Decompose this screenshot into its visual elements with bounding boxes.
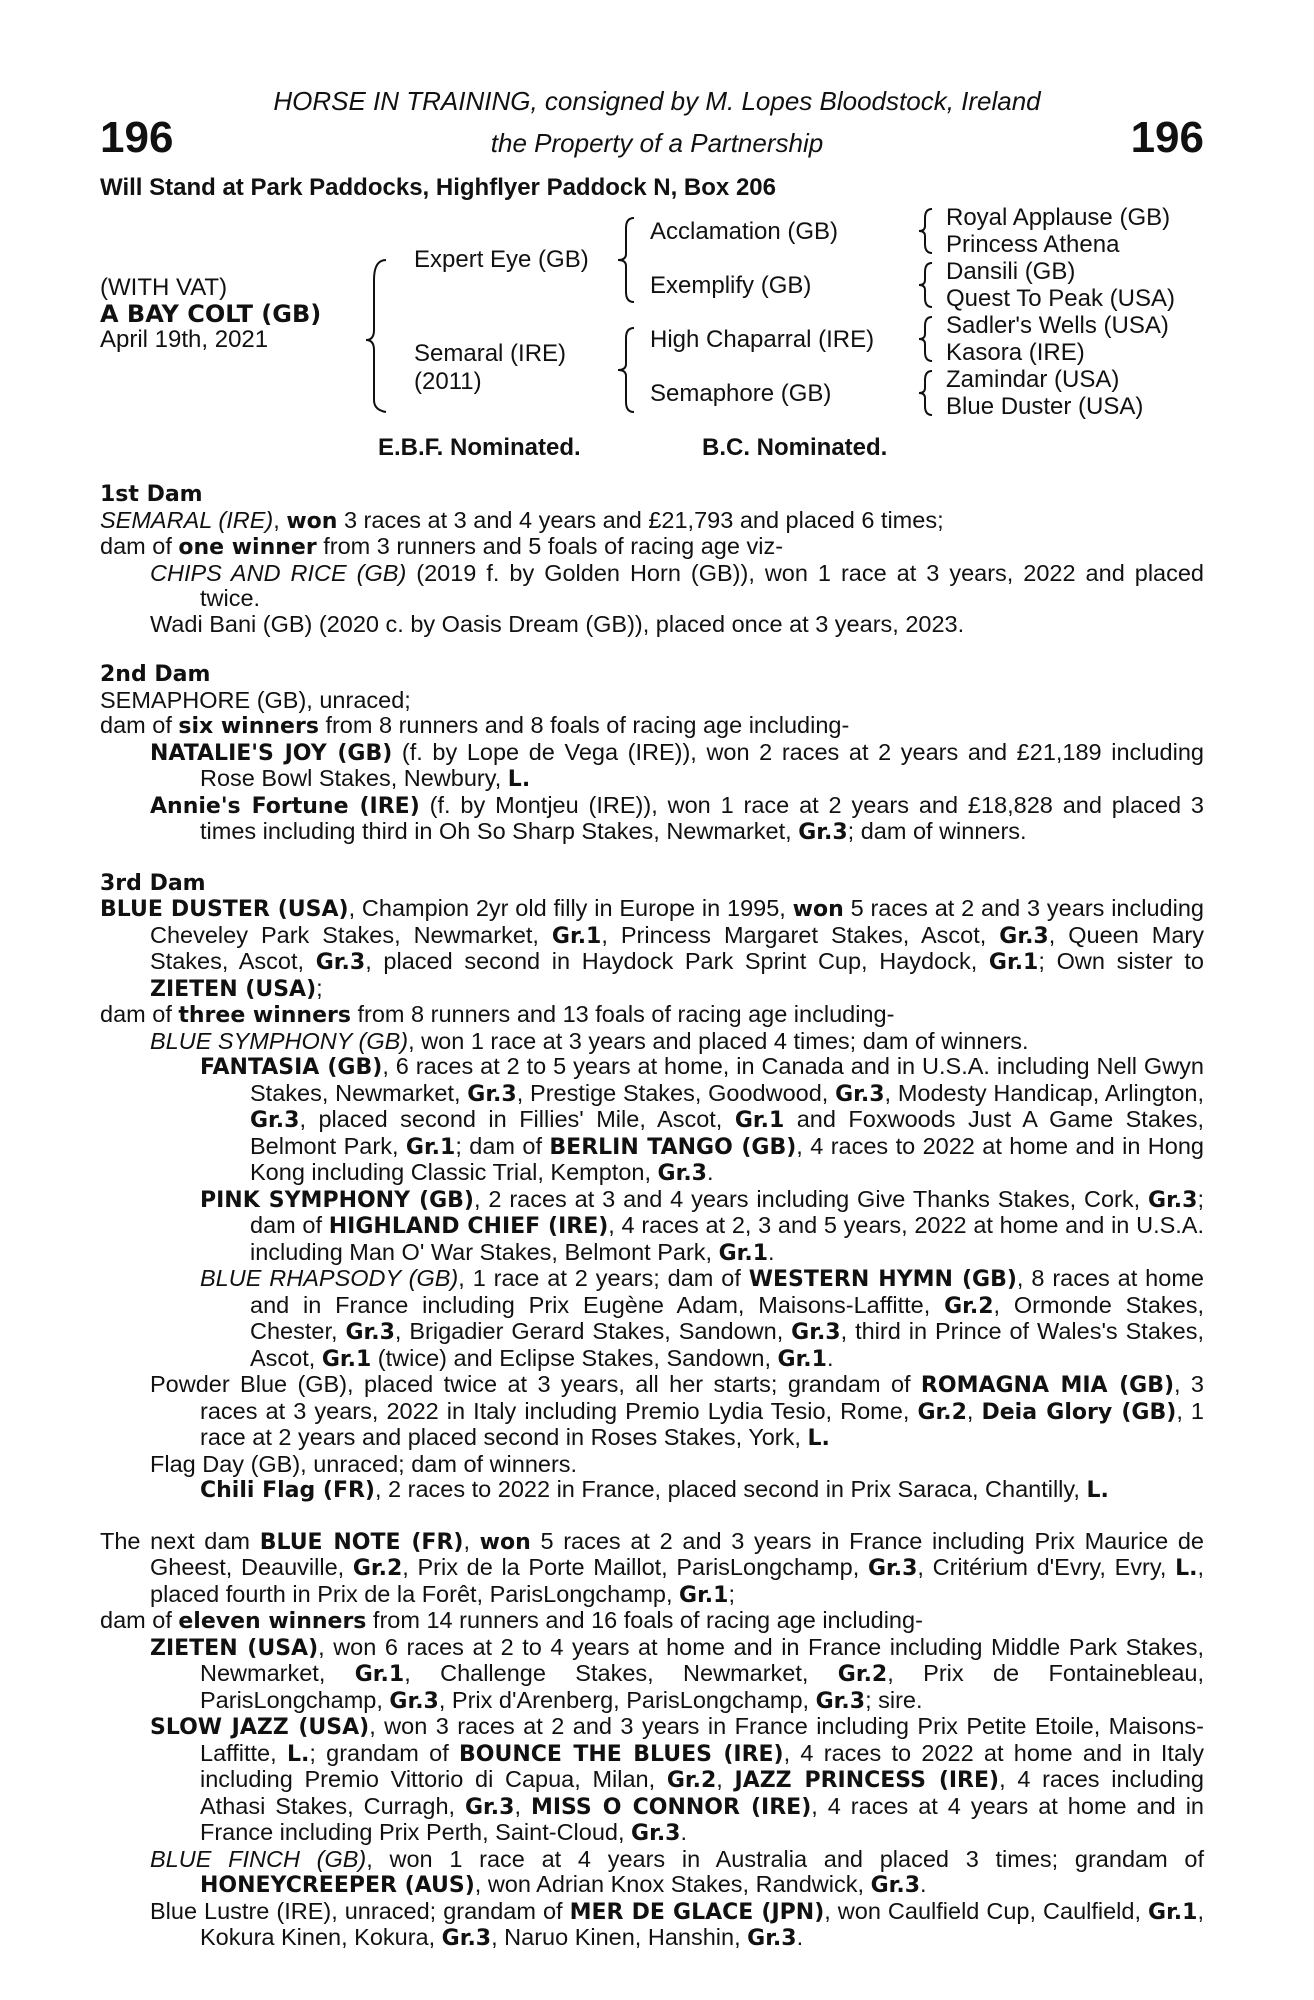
text-run: ; sire. xyxy=(865,1686,923,1713)
dam-year: (2011) xyxy=(414,368,482,395)
text-run: (twice) and Eclipse Stakes, Sandown, xyxy=(371,1344,778,1371)
bold-text: L. xyxy=(507,767,531,792)
bold-text: Gr.1 xyxy=(1148,1899,1198,1925)
sire-dam: Exemplify (GB) xyxy=(650,272,812,299)
pedigree-paragraph xyxy=(100,688,1204,714)
bold-text: Chili Flag (FR) xyxy=(200,1478,375,1503)
text-run: , placed second in Fillies' Mile, Ascot, xyxy=(299,1106,735,1132)
ancestor-2: Princess Athena xyxy=(946,231,1120,258)
dam-section xyxy=(100,1529,1204,1952)
horse-name: A BAY COLT (GB) xyxy=(100,300,322,328)
text-run: , Challenge Stakes, Newmarket, xyxy=(404,1660,838,1686)
text-run: ; dam of winners. xyxy=(847,818,1027,844)
foaling-date: April 19th, 2021 xyxy=(100,326,269,353)
pedigree-paragraph xyxy=(100,1029,1204,1055)
bold-text: JAZZ PRINCESS (IRE) xyxy=(734,1768,1000,1793)
bold-text: three winners xyxy=(178,1003,351,1028)
text-run: , Critérium d'Evry, Evry, xyxy=(917,1554,1176,1580)
text-run: (f. by Lope de Vega (IRE)), won 2 races at 2 years and £21,189 including Rose Bowl Stakes, Newbury, xyxy=(200,738,1204,791)
dam-dam: Semaphore (GB) xyxy=(650,380,832,407)
dam-section xyxy=(100,662,1204,846)
text-run: , 4 races to 2022 at home and in Italy including Premio Vittorio di Capua, Milan, xyxy=(200,1739,1205,1792)
pedigree-paragraph xyxy=(100,612,1204,638)
text-run: , xyxy=(463,1527,480,1554)
bold-text: Deia Glory (GB) xyxy=(981,1399,1177,1425)
text-run: (f. by Montjeu (IRE)), won 1 race at 2 years and £18,828 and placed 3 times including third in Oh So Sharp Stakes, Newmarket, xyxy=(200,791,1204,844)
text-run: , 4 races including Athasi Stakes, Curragh, xyxy=(200,1766,1205,1819)
text-run: from 8 runners and 8 foals of racing age including- xyxy=(318,712,850,738)
text-run: . xyxy=(920,1871,927,1897)
text-run: ; Own sister to xyxy=(1038,948,1204,974)
ancestor-6: Kasora (IRE) xyxy=(946,339,1085,366)
bold-text: Gr.3 xyxy=(631,1821,681,1846)
text-run: dam of xyxy=(100,712,179,738)
stand-info: Will Stand at Park Paddocks, Highflyer Paddock N, Box 206 xyxy=(100,174,776,201)
pedigree-paragraph xyxy=(100,1847,1204,1899)
bold-text: Gr.3 xyxy=(798,820,848,845)
text-run: . xyxy=(796,1924,804,1950)
text-run: , won 1 race at 4 years in Australia and placed 3 times; grandam of xyxy=(366,1845,1204,1872)
text-run: , 2 races to 2022 in France, placed second in Prix Saraca, Chantilly, xyxy=(375,1476,1087,1502)
bold-text: ZIETEN (USA) xyxy=(150,1635,319,1661)
ancestor-4: Quest To Peak (USA) xyxy=(946,285,1175,312)
section-title: 3rd Dam xyxy=(100,870,206,896)
text-run: , 6 races at 2 to 5 years at home, in Canada and in U.S.A. including Nell Gwyn Stakes, Newmarket, xyxy=(250,1053,1204,1106)
text-run: , 4 races at 2, 3 and 5 years, 2022 at home and in U.S.A. including Man O' War Stakes, Belmont Park, xyxy=(250,1212,1204,1265)
bold-text: L. xyxy=(807,1426,830,1451)
pedigree-brace-sire xyxy=(612,212,642,312)
text-run: , Prix de la Porte Maillot, ParisLongchamp, xyxy=(402,1554,868,1580)
bold-text: Gr.1 xyxy=(988,950,1039,975)
property-line: the Property of a Partnership xyxy=(490,128,824,158)
pedigree-paragraph xyxy=(100,534,1204,561)
text-run: , xyxy=(514,1792,531,1819)
bold-text: ZIETEN (USA) xyxy=(150,976,317,1002)
text-run: , placed fourth in Prix de la Forêt, ParisLongchamp, xyxy=(150,1554,1204,1607)
text-run: , Modesty Handicap, Arlington, xyxy=(884,1079,1204,1106)
text-run: ; dam of xyxy=(455,1132,550,1159)
italic-text: BLUE FINCH (GB) xyxy=(150,1845,367,1872)
text-run: . xyxy=(680,1819,688,1845)
text-run: , xyxy=(273,506,287,533)
text-run: 5 races at 2 and 3 years in France including Prix Maurice de Gheest, Deauville, xyxy=(150,1527,1204,1580)
text-run: from 14 runners and 16 foals of racing age including- xyxy=(366,1607,923,1633)
pedigree-brace-g1 xyxy=(912,204,942,262)
bold-text: Gr.2 xyxy=(837,1662,888,1687)
text-run: , placed second in Haydock Park Sprint Cup, Haydock, xyxy=(365,948,989,974)
text-run: The next dam xyxy=(100,1527,260,1554)
text-run: , won Caulfield Cup, Caulfield, xyxy=(824,1897,1149,1924)
bold-text: Gr.3 xyxy=(657,1161,707,1186)
bold-text: SLOW JAZZ (USA) xyxy=(150,1715,370,1740)
bold-text: six winners xyxy=(178,714,319,739)
pedigree-paragraph xyxy=(100,1477,1204,1504)
pedigree-paragraph xyxy=(100,896,1204,1002)
bold-text: BLUE DUSTER (USA) xyxy=(100,897,349,922)
text-run: , 4 races at 4 years at home and in France including Prix Perth, Saint-Cloud, xyxy=(200,1792,1205,1845)
bold-text: Gr.1 xyxy=(321,1346,372,1372)
bold-text: Gr.3 xyxy=(250,1108,300,1133)
dam-section xyxy=(100,482,1204,637)
text-run: dam of xyxy=(100,533,179,559)
pedigree-paragraph xyxy=(100,1529,1204,1609)
text-run: , third in Prince of Wales's Stakes, Ascot, xyxy=(250,1318,1204,1371)
bold-text: Gr.1 xyxy=(718,1240,769,1266)
text-run: from 8 runners and 13 foals of racing age including- xyxy=(350,1001,895,1027)
bold-text: WESTERN HYMN (GB) xyxy=(748,1267,1017,1292)
text-run: , xyxy=(966,1397,982,1424)
text-run: dam of xyxy=(100,1607,179,1633)
text-run: , Prix d'Arenberg, ParisLongchamp, xyxy=(438,1686,816,1713)
bold-text: FANTASIA (GB) xyxy=(200,1055,383,1080)
ancestor-5: Sadler's Wells (USA) xyxy=(946,312,1169,339)
bold-text: Gr.2 xyxy=(944,1293,994,1319)
text-run: Powder Blue (GB), placed twice at 3 years, all her starts; grandam of xyxy=(150,1371,921,1397)
bold-text: Annie's Fortune (IRE) xyxy=(150,793,420,819)
text-run: , xyxy=(716,1766,735,1792)
pedigree-brace-g2 xyxy=(912,258,942,316)
sire: Expert Eye (GB) xyxy=(414,246,589,273)
italic-text: SEMARAL (IRE) xyxy=(100,506,274,533)
sire-sire: Acclamation (GB) xyxy=(650,218,839,245)
text-run: , Princess Margaret Stakes, Ascot, xyxy=(601,921,1000,948)
bold-text: Gr.1 xyxy=(679,1582,729,1608)
bold-text: MISS O CONNOR (IRE) xyxy=(530,1794,812,1820)
bold-text: ROMAGNA MIA (GB) xyxy=(920,1373,1175,1398)
bold-text: Gr.3 xyxy=(315,950,366,975)
bold-text: L. xyxy=(1086,1478,1109,1503)
pedigree-paragraph xyxy=(100,561,1204,612)
pedigree-brace-g4 xyxy=(912,366,942,424)
bold-text: Gr.3 xyxy=(999,923,1049,949)
pedigree-brace-g3 xyxy=(912,312,942,370)
consignor-line: HORSE IN TRAINING, consigned by M. Lopes Bloodstock, Ireland xyxy=(273,86,1041,116)
text-run: SEMAPHORE (GB), unraced; xyxy=(100,686,411,713)
bold-text: Gr.2 xyxy=(917,1399,967,1425)
bold-text: PINK SYMPHONY (GB) xyxy=(200,1187,474,1213)
bold-text: Gr.3 xyxy=(747,1926,797,1951)
bold-text: won xyxy=(286,508,338,534)
text-run: , won 1 race at 3 years and placed 4 times; dam of winners. xyxy=(408,1027,1029,1054)
italic-text: CHIPS AND RICE (GB) xyxy=(150,559,407,586)
pedigree-paragraph xyxy=(100,1054,1204,1187)
ebf-nomination: E.B.F. Nominated. xyxy=(378,434,581,461)
catalogue-body xyxy=(100,482,1204,1952)
text-run: Wadi Bani (GB) (2020 c. by Oasis Dream (GB)), placed once at 3 years, 2023. xyxy=(150,610,965,637)
pedigree-paragraph xyxy=(100,740,1204,793)
bold-text: BLUE NOTE (FR) xyxy=(259,1529,464,1555)
bold-text: one winner xyxy=(178,535,317,560)
text-run: 5 races at 2 and 3 years including Cheveley Park Stakes, Newmarket, xyxy=(150,895,1204,948)
text-run: , Prestige Stakes, Goodwood, xyxy=(516,1079,836,1106)
pedigree-paragraph xyxy=(100,508,1204,535)
bold-text: Gr.3 xyxy=(467,1081,517,1107)
bold-text: Gr.3 xyxy=(791,1320,841,1345)
bold-text: BOUNCE THE BLUES (IRE) xyxy=(459,1741,784,1767)
pedigree-brace-main xyxy=(360,240,420,420)
text-run: , Champion 2yr old filly in Europe in 1995, xyxy=(348,895,793,921)
bold-text: HONEYCREEPER (AUS) xyxy=(200,1873,475,1898)
text-run: 3 races at 3 and 4 years and £21,793 and placed 6 times; xyxy=(337,506,944,533)
text-run: ; xyxy=(728,1580,735,1607)
pedigree-paragraph xyxy=(100,1452,1204,1478)
bold-text: Gr.2 xyxy=(352,1556,403,1581)
pedigree-paragraph xyxy=(100,793,1204,846)
italic-text: BLUE RHAPSODY (GB) xyxy=(200,1265,459,1291)
bold-text: NATALIE'S JOY (GB) xyxy=(150,740,393,766)
text-run: , Kokura Kinen, Kokura, xyxy=(200,1897,1204,1950)
dam-sire: High Chaparral (IRE) xyxy=(650,326,875,353)
lot-number-right: 196 xyxy=(1130,113,1204,162)
text-run: (2019 f. by Golden Horn (GB)), won 1 race at 3 years, 2022 and placed twice. xyxy=(200,559,1205,611)
lot-number-left: 196 xyxy=(100,113,174,162)
bold-text: Gr.3 xyxy=(441,1926,492,1951)
text-run: Flag Day (GB), unraced; dam of winners. xyxy=(150,1450,578,1477)
vat-note: (WITH VAT) xyxy=(100,274,228,301)
bold-text: Gr.1 xyxy=(734,1108,785,1133)
text-run: ; xyxy=(316,974,323,1001)
section-title: 2nd Dam xyxy=(100,662,211,687)
text-run: . xyxy=(826,1344,834,1371)
text-run: , 2 races at 3 and 4 years including Give Thanks Stakes, Cork, xyxy=(473,1185,1149,1212)
bold-text: Gr.3 xyxy=(867,1556,918,1581)
bold-text: Gr.1 xyxy=(354,1662,405,1687)
text-run: , 3 races at 3 years, 2022 in Italy including Premio Lydia Tesio, Rome, xyxy=(200,1371,1204,1424)
pedigree-paragraph xyxy=(100,1187,1204,1267)
pedigree-paragraph xyxy=(100,1372,1204,1452)
text-run: , Prix de Fontainebleau, ParisLongchamp, xyxy=(200,1660,1204,1713)
text-run: , won Adrian Knox Stakes, Randwick, xyxy=(474,1871,871,1897)
bold-text: won xyxy=(479,1529,531,1555)
bold-text: Gr.3 xyxy=(870,1873,920,1898)
bold-text: Gr.3 xyxy=(1148,1187,1198,1213)
bold-text: Gr.3 xyxy=(389,1688,439,1714)
text-run: ; dam of xyxy=(250,1185,1204,1238)
section-gap xyxy=(100,637,1204,662)
text-run: , won 6 races at 2 to 4 years at home and in France including Middle Park Stakes, Newmarket, xyxy=(200,1633,1205,1686)
bc-nomination: B.C. Nominated. xyxy=(702,434,888,461)
bold-text: HIGHLAND CHIEF (IRE) xyxy=(328,1214,609,1239)
pedigree-paragraph xyxy=(100,713,1204,740)
ancestor-8: Blue Duster (USA) xyxy=(946,393,1144,420)
text-run: dam of xyxy=(100,1001,179,1027)
section-title: 1st Dam xyxy=(100,482,203,507)
pedigree-paragraph xyxy=(100,1266,1204,1372)
dam-section xyxy=(100,871,1204,1504)
bold-text: Gr.2 xyxy=(666,1768,717,1793)
pedigree-brace-dam xyxy=(612,322,642,422)
pedigree-paragraph xyxy=(100,1002,1204,1029)
text-run: , won 3 races at 2 and 3 years in France including Prix Petite Etoile, Maisons-Laffitte, xyxy=(200,1713,1205,1766)
text-run: from 3 runners and 5 foals of racing age viz- xyxy=(316,533,784,559)
bold-text: eleven winners xyxy=(178,1609,367,1634)
bold-text: won xyxy=(792,897,844,922)
ancestor-1: Royal Applause (GB) xyxy=(946,204,1171,231)
bold-text: MER DE GLACE (JPN) xyxy=(569,1899,825,1925)
text-run: . xyxy=(706,1159,714,1185)
text-run: , 1 race at 2 years; dam of xyxy=(458,1265,749,1291)
bold-text: Gr.3 xyxy=(345,1320,395,1345)
text-run: and Foxwoods Just A Game Stakes, Belmont Park, xyxy=(250,1106,1204,1159)
pedigree-paragraph xyxy=(100,1608,1204,1635)
text-run: , Brigadier Gerard Stakes, Sandown, xyxy=(394,1318,792,1344)
bold-text: BERLIN TANGO (GB) xyxy=(549,1134,797,1160)
italic-text: BLUE SYMPHONY (GB) xyxy=(150,1027,409,1054)
text-run: , Ormonde Stakes, Chester, xyxy=(250,1291,1204,1344)
pedigree-paragraph xyxy=(100,1899,1204,1952)
ancestor-3: Dansili (GB) xyxy=(946,258,1076,285)
dam: Semaral (IRE) xyxy=(414,340,567,367)
bold-text: Gr.1 xyxy=(551,923,602,949)
bold-text: Gr.1 xyxy=(777,1346,827,1372)
pedigree-paragraph xyxy=(100,1714,1204,1847)
text-run: . xyxy=(768,1238,775,1265)
text-run: , Queen Mary Stakes, Ascot, xyxy=(150,921,1204,974)
section-gap xyxy=(100,1504,1204,1529)
text-run: Blue Lustre (IRE), unraced; grandam of xyxy=(150,1897,570,1924)
bold-text: L. xyxy=(1175,1556,1198,1581)
text-run: , Naruo Kinen, Hanshin, xyxy=(491,1924,748,1950)
bold-text: Gr.1 xyxy=(405,1134,456,1160)
section-gap xyxy=(100,846,1204,871)
bold-text: L. xyxy=(286,1741,310,1767)
bold-text: Gr.3 xyxy=(835,1081,885,1107)
text-run: ; grandam of xyxy=(309,1739,460,1766)
bold-text: Gr.3 xyxy=(815,1688,866,1714)
bold-text: Gr.3 xyxy=(465,1794,515,1820)
text-run: , 8 races at home and in France including Prix Eugène Adam, Maisons-Laffitte, xyxy=(250,1265,1204,1318)
text-run: , 1 race at 2 years and placed second in Roses Stakes, York, xyxy=(200,1397,1204,1450)
text-run: , 4 races to 2022 at home and in Hong Kong including Classic Trial, Kempton, xyxy=(250,1132,1204,1185)
ancestor-7: Zamindar (USA) xyxy=(946,366,1120,393)
pedigree-paragraph xyxy=(100,1635,1204,1715)
